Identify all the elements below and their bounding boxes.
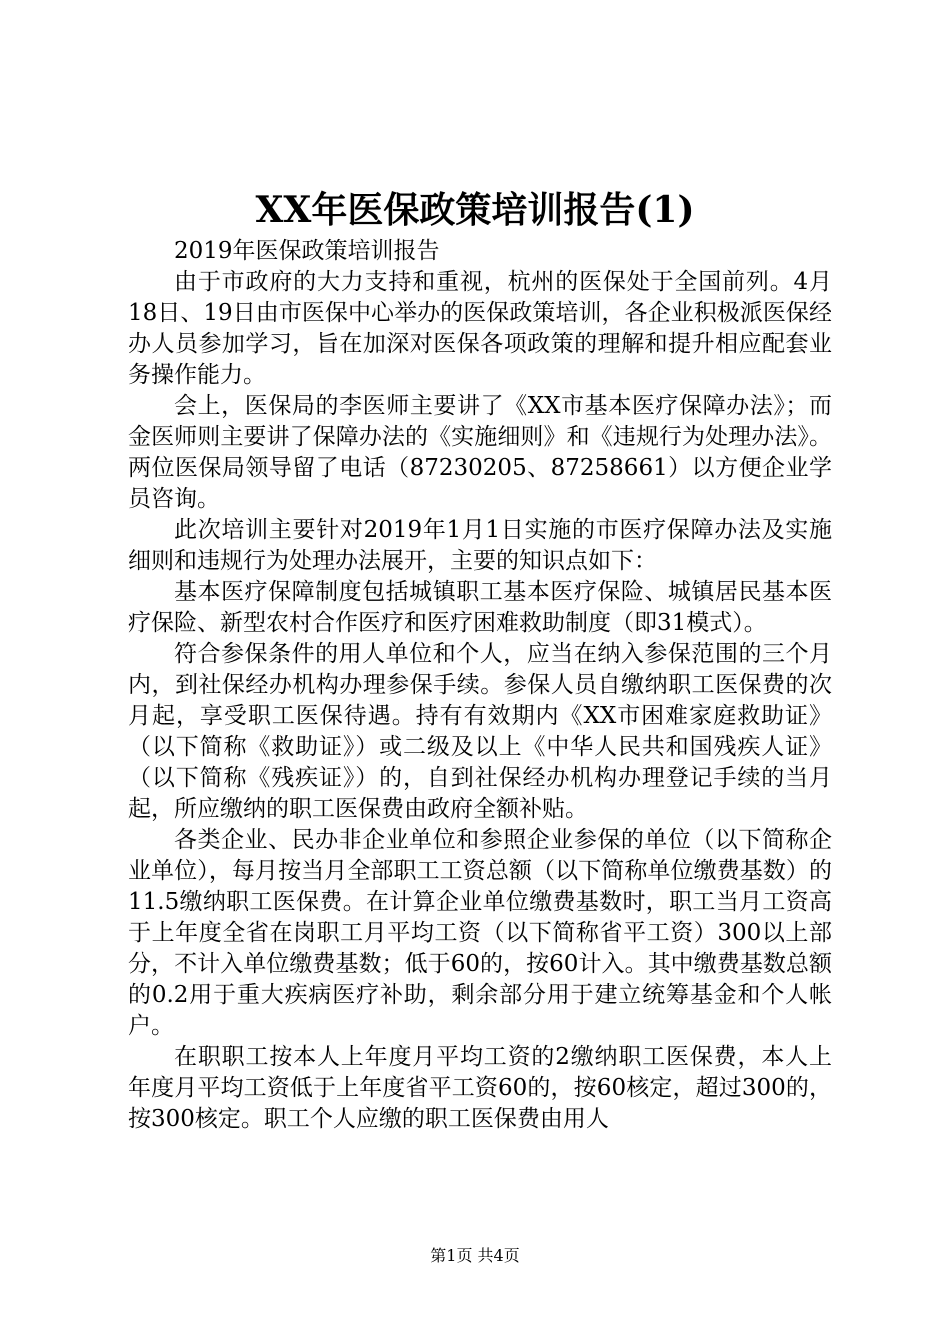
paragraph: 各类企业、民办非企业单位和参照企业参保的单位（以下简称企业单位），每月按当月全部职工工资总额（以下简称单位缴费基数）的11.5缴纳职工医保费。在计算企业单位缴费基数时，职工当月工资高于上年度全省在岗职工月平均工资（以下简称省平工资）300以上部分，不计入单位缴费基数；低于60的，按60计入。其中缴费基数总额的0.2用于重大疾病医疗补助，剩余部分用于建立统筹基金和个人帐户。 <box>128 827 832 1039</box>
document-title: XX年医保政策培训报告(1) <box>255 189 695 231</box>
paragraph: 由于市政府的大力支持和重视，杭州的医保处于全国前列。4月18日、19日由市医保中心举办的医保政策培训，各企业积极派医保经办人员参加学习，旨在加深对医保各项政策的理解和提升相应配套业务操作能力。 <box>128 269 832 388</box>
document-body <box>128 236 832 1135</box>
page-footer: 第1页 共4页 <box>430 1246 520 1265</box>
paragraph-subtitle: 2019年医保政策培训报告 <box>174 238 440 264</box>
paragraph: 在职职工按本人上年度月平均工资的2缴纳职工医保费，本人上年度月平均工资低于上年度省平工资60的，按60核定，超过300的，按300核定。职工个人应缴的职工医保费由用人 <box>128 1044 832 1132</box>
paragraph: 会上，医保局的李医师主要讲了《XX市基本医疗保障办法》；而金医师则主要讲了保障办法的《实施细则》和《违规行为处理办法》。两位医保局领导留了电话（87230205、87258661）以方便企业学员咨询。 <box>128 393 832 512</box>
paragraph: 基本医疗保障制度包括城镇职工基本医疗保险、城镇居民基本医疗保险、新型农村合作医疗和医疗困难救助制度（即31模式）。 <box>128 579 832 636</box>
paragraph: 此次培训主要针对2019年1月1日实施的市医疗保障办法及实施细则和违规行为处理办法展开，主要的知识点如下： <box>128 517 832 574</box>
paragraph: 符合参保条件的用人单位和个人，应当在纳入参保范围的三个月内，到社保经办机构办理参保手续。参保人员自缴纳职工医保费的次月起，享受职工医保待遇。持有有效期内《XX市困难家庭救助证》（以下简称《救助证》）或二级及以上《中华人民共和国残疾人证》（以下简称《残疾证》）的，自到社保经办机构办理登记手续的当月起，所应缴纳的职工医保费由政府全额补贴。 <box>128 641 832 822</box>
